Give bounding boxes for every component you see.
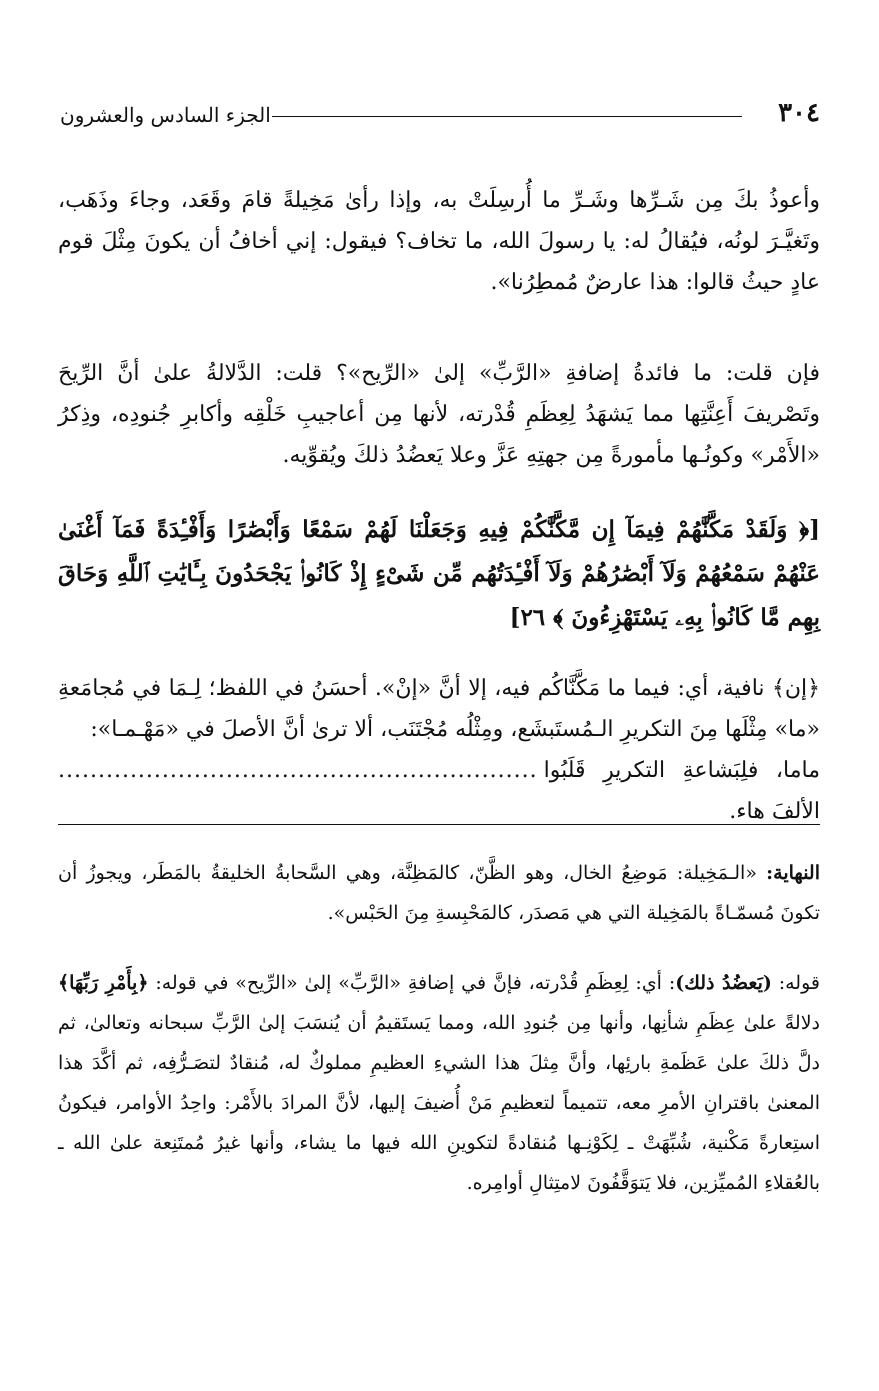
footnote-separator [58,824,820,825]
main-text-intro [58,180,820,303]
paragraph: وأعوذُ بكَ مِن شَـرِّها وشَـرِّ ما أُرسِلَتْ به، وإذا رأىٰ مَخِيلةً قامَ وقَعَد، وجاءَ وذَهَب، وتَغيَّـرَ لونُه، فيُقالُ له: يا رسولَ الله، ما تخاف؟ فيقول: إني أخافُ أن يكونَ مِثْلَ قوم عادٍ حيثُ قالوا: هذا عارضٌ مُمطِرُنا». [58,188,820,295]
ellipsis-dots: ............................................................ [58,758,538,783]
footnote-verse-quote: ﴿بِأَمْرِ رَبِّهَا﴾ [58,972,149,994]
page-header [60,92,820,132]
main-text-question [58,353,820,476]
page-number: ٣٠٤ [778,98,820,128]
footnote-2 [58,963,820,1203]
verse-text: [﴿ وَلَقَدْ مَكَّنَّٰهُمْ فِيمَآ إِن مَّكَّنَّٰكُمْ فِيهِ وَجَعَلْنَا لَهُمْ سَمْعًا وَأَبْصَٰرًا وَأَفْـِٔدَةً فَمَآ أَغْنَىٰ عَنْهُمْ سَمْعُهُمْ وَلَآ أَبْصَٰرُهُمْ وَلَآ أَفْـِٔدَتُهُم مِّن شَىْءٍ إِذْ كَانُوا۟ يَجْحَدُونَ بِـَٔايَٰتِ ٱللَّهِ وَحَاقَ بِهِم مَّا كَانُوا۟ بِهِۦ يَسْتَهْزِءُونَ ﴾ ٢٦] [58,516,820,631]
header-rule [272,116,742,117]
footnote-paragraph [58,963,820,1203]
footnote-lead: قوله: [771,972,820,994]
last-line-text: ماما، فلِبَشاعةِ التكريرِ قَلَبُوا الألفَ هاء. [543,758,820,824]
footnote-text-rest: دلالةً علىٰ عِظَمِ شأنِها، وأنها مِن جُنودِ الله، ومما يَستَقيمُ أن يُنسَبَ إلىٰ الرَّبِّ سبحانه وتعالىٰ، ثم دلَّ ذلكَ علىٰ عَظَمةِ بارئِها، وأنَّ مِثلَ هذا الشيءِ العظيمِ مملوكٌ له، مُنقادٌ لتصَـرُّفِه، ثم أكَّدَ هذا المعنىٰ باقترانِ الأمرِ معه، تتميماً لتعظيمِ مَنْ أُضيفَ إليها، لأنَّ المرادَ بالأَمْر: واحِدُ الأوامر، فيكونُ استِعارةً مَكْنية، شُبِّهَتْ ـ لِكَوْنِـها مُنقادةً لتكوينِ الله فيها ما يشاء، وأنها غيرُ مُمتَنِعة علىٰ الله ـ بالعُقلاءِ المُميِّزين، فلا يَتوَقَّفُونَ لامتِثالِ أوامِره. [58,1012,820,1194]
quran-verse [58,508,820,640]
part-title: الجزء السادس والعشرون [60,103,271,127]
footnote-source-label: النهاية: [766,862,820,884]
paragraph: ﴿إن﴾ نافية، أي: فيما ما مَكَّنَّاكُم فيه، إلا أنَّ «إنْ». أحسَنُ في اللفظ؛ لِـمَا في مُجامَعةِ «ما» مِثْلَها مِنَ التكريرِ الـمُستَبشَع، ومِثْلُه مُجْتَنَب، ألا ترىٰ أنَّ الأصلَ في «مَهْـمـا»: [58,676,820,742]
main-text-explanation [58,668,820,832]
footnote-text: «الـمَخِيلة: مَوضِعُ الخال، وهو الظَّنّ، كالمَظِنَّة، وهي السَّحابةُ الخليقةُ بالمَطَر، ويجوزُ أن تكونَ مُسمّـاةً بالمَخِيلة التي هي مَصدَر، كالمَحْبِسةِ مِنَ الحَبْس». [58,862,820,924]
footnote-paragraph [58,853,820,933]
paragraph-last-line [58,750,820,832]
footnote-text: : أي: لِعِظَمِ قُدْرته، فإنَّ في إضافةِ «الرَّبِّ» إلىٰ «الرِّيح» في قوله: [148,972,676,994]
footnote-1 [58,853,820,933]
paragraph: فإن قلت: ما فائدةُ إضافةِ «الرَّبِّ» إلىٰ «الرِّيح»؟ قلت: الدَّلالةُ علىٰ أنَّ الرِّيحَ وتَصْريفَ أَعِنَّتِها مما يَشهَدُ لِعِظَمِ قُدْرته، لأنها مِن أعاجيبِ خَلْقِه وأكابرِ جُنودِه، وذِكرُ «الأَمْر» وكونُـها مأمورةً مِن جهتِهِ عَزَّ وعلا يَعضُدُ ذلكَ ويُقوِّيه. [58,361,820,468]
footnote-quoted-phrase: (يَعضُدُ ذلك) [675,972,772,994]
